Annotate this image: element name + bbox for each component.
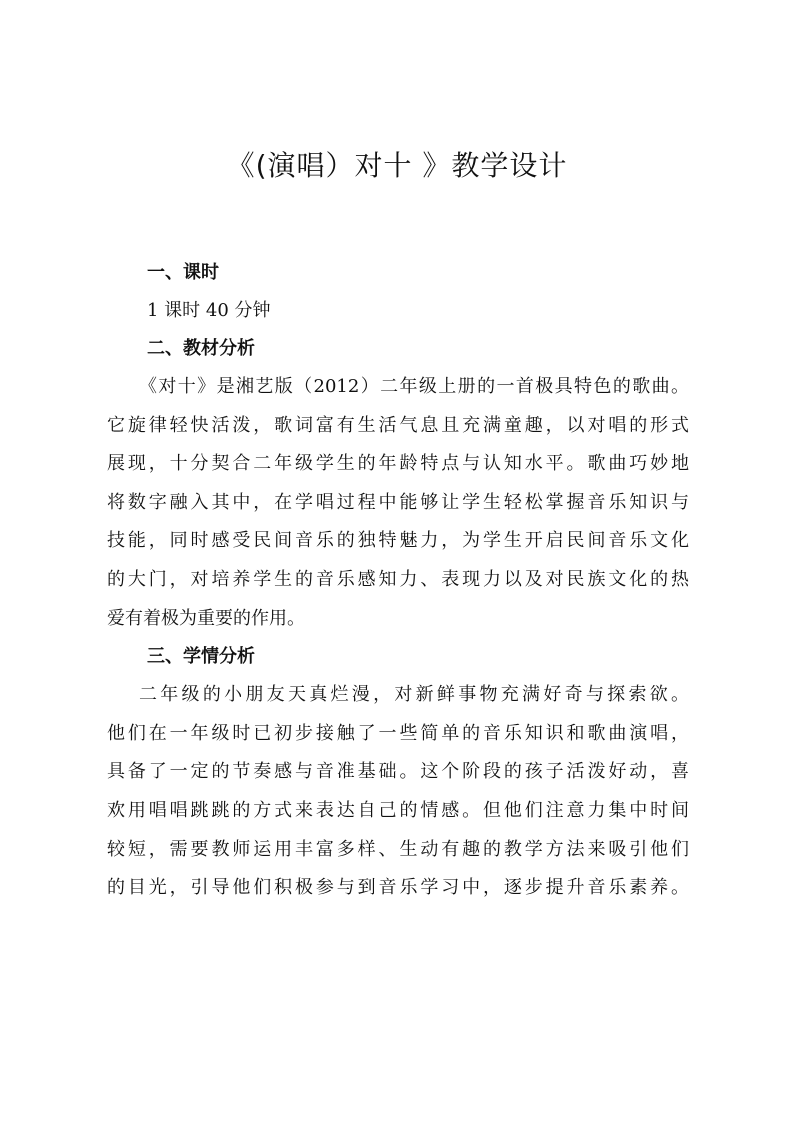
paragraph-line: 他们在一年级时已初步接触了一些简单的音乐知识和歌曲演唱， (107, 722, 689, 744)
paragraph-line: 较短，需要教师运用丰富多样、生动有趣的教学方法来吸引他们 (107, 838, 689, 860)
paragraph-line: 具备了一定的节奏感与音准基础。这个阶段的孩子活泼好动，喜 (107, 761, 689, 783)
paragraph-line: 爱有着极为重要的作用。 (107, 607, 305, 629)
section-heading-lesson-hours: 一、课时 (147, 262, 219, 283)
paragraph-line: 二年级的小朋友天真烂漫，对新鲜事物充满好奇与探索欲。 (139, 684, 689, 706)
section-heading-textbook-analysis: 二、教材分析 (147, 338, 255, 359)
lesson-hours-text: 1 课时 40 分钟 (147, 300, 271, 321)
textbook-analysis-paragraph (107, 368, 689, 638)
paragraph-line: 的大门，对培养学生的音乐感知力、表现力以及对民族文化的热 (107, 568, 689, 590)
paragraph-line: 欢用唱唱跳跳的方式来表达自己的情感。但他们注意力集中时间 (107, 799, 689, 821)
paragraph-line: 将数字融入其中，在学唱过程中能够让学生轻松掌握音乐知识与 (107, 491, 689, 513)
paragraph-line: 的目光，引导他们积极参与到音乐学习中，逐步提升音乐素养。 (107, 877, 689, 899)
page-title: 《(演唱）对十 》教学设计 (226, 149, 568, 182)
section-heading-student-analysis: 三、学情分析 (147, 646, 255, 668)
paragraph-line: 《对十》是湘艺版（2012）二年级上册的一首极具特色的歌曲。 (139, 376, 689, 397)
document-body (107, 254, 689, 908)
paragraph-line: 它旋律轻快活泼，歌词富有生活气息且充满童趣，以对唱的形式 (107, 414, 689, 436)
student-analysis-paragraph (107, 676, 689, 908)
paragraph-line: 展现，十分契合二年级学生的年龄特点与认知水平。歌曲巧妙地 (107, 453, 689, 475)
paragraph-line: 技能，同时感受民间音乐的独特魅力，为学生开启民间音乐文化 (107, 530, 689, 552)
